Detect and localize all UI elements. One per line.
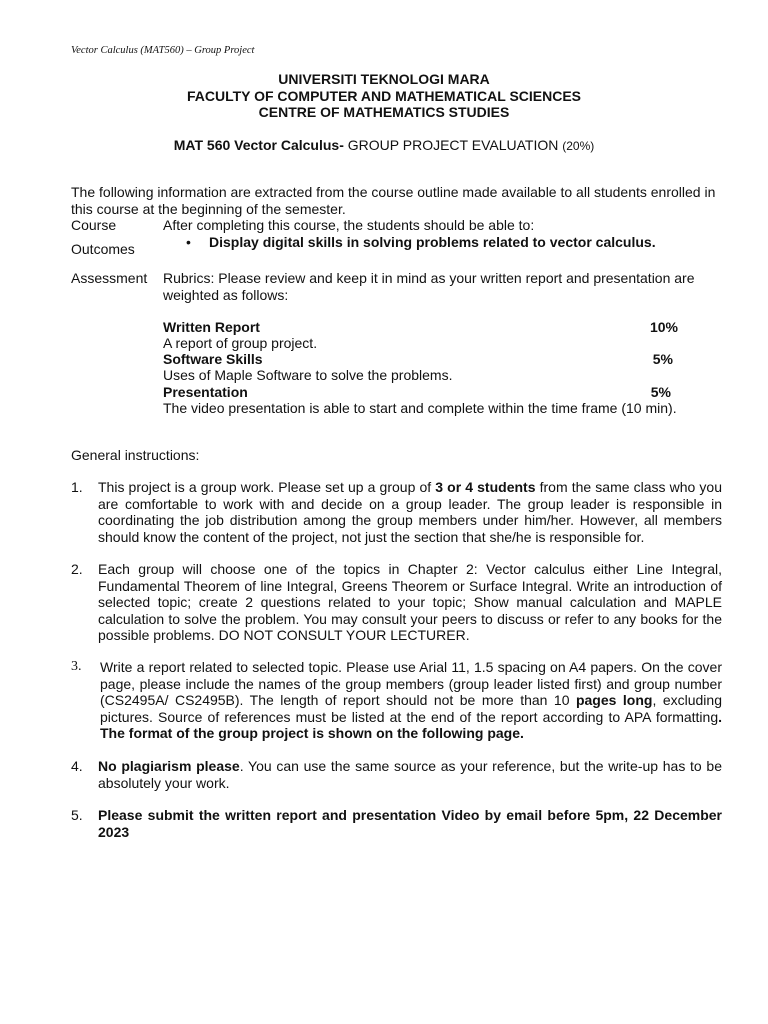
- outcomes-label-course: Course: [71, 217, 117, 233]
- instruction-number-1: 1.: [71, 479, 83, 495]
- outcomes-text: After completing this course, the students should be able to:: [163, 217, 535, 233]
- course-code: MAT 560 Vector Calculus-: [173, 137, 344, 153]
- instruction-4-no-plagiarism: No plagiarism please: [98, 758, 240, 774]
- instruction-5: Please submit the written report and presentation Video by email before 5pm, 22 December 2023: [98, 807, 722, 840]
- university-name: UNIVERSITI TEKNOLOGI MARA: [278, 71, 490, 87]
- written-report-title: Written Report: [163, 319, 260, 335]
- instruction-3-period: .: [718, 708, 722, 725]
- centre-name: CENTRE OF MATHEMATICS STUDIES: [258, 104, 510, 120]
- instruction-1-text-cont: from the same class who you are comfortable to work with and decide on a group leader. The group leader is responsible in coordinating the job distribution among the group members under him/her. However, all members should know the content of the project, not just the section that she/he is responsible for.: [98, 479, 722, 545]
- written-report-desc: A report of group project.: [163, 335, 318, 351]
- instruction-1-group-size: 3 or 4 students: [435, 479, 536, 495]
- faculty-name: FACULTY OF COMPUTER AND MATHEMATICAL SCIENCES: [186, 88, 582, 104]
- intro-line-2: this course at the beginning of the semester.: [71, 201, 346, 217]
- instruction-3-text: Write a report related to selected topic. Please use Arial 11, 1.5 spacing on A4 papers. On the cover page, please include the names of the group members (group leader listed first) and group number (CS2495A/ CS2495B). The length of report should not be more than 10: [100, 659, 722, 708]
- instruction-3-format-note: The format of the group project is shown on the following page.: [100, 725, 524, 741]
- intro-line-1: The following information are extracted from the course outline made available to all students enrolled in: [71, 184, 716, 200]
- instruction-3-page-limit: pages long: [575, 692, 653, 708]
- general-instructions-heading: General instructions:: [71, 447, 200, 463]
- course-title: [0, 137, 768, 155]
- instruction-4-text: . You can use the same source as your reference, but the write-up has to be absolutely your work.: [98, 758, 722, 791]
- instruction-4: [98, 758, 722, 791]
- presentation-weight: 5%: [650, 384, 671, 400]
- software-skills-title: Software Skills: [163, 351, 263, 367]
- instruction-3: [100, 659, 722, 742]
- outcomes-label-outcomes: Outcomes: [71, 241, 135, 257]
- assessment-label: Assessment: [71, 270, 148, 286]
- running-header-subtitle: Group Project: [191, 45, 255, 56]
- instruction-1: [98, 479, 722, 545]
- running-header-dash: –: [186, 45, 192, 56]
- software-skills-weight: 5%: [652, 351, 673, 367]
- instruction-number-5: 5.: [71, 807, 83, 823]
- written-report-weight: 10%: [649, 319, 678, 335]
- evaluation-label: GROUP PROJECT EVALUATION: [343, 137, 563, 153]
- presentation-title: Presentation: [163, 384, 248, 400]
- presentation-desc: The video presentation is able to start and complete within the time frame (10 min).: [163, 400, 677, 416]
- software-skills-desc: Uses of Maple Software to solve the problems.: [163, 367, 453, 383]
- evaluation-percent: (20%): [562, 139, 595, 153]
- instruction-3-text-cont: , excluding pictures. Source of references must be listed at the end of the report according to APA formatting: [100, 692, 722, 725]
- assessment-text-2: weighted as follows:: [163, 287, 289, 303]
- outcomes-bullet-text: Display digital skills in solving problems related to vector calculus.: [209, 234, 656, 250]
- running-header-title: Vector Calculus (MAT560): [71, 45, 187, 56]
- instruction-2: Each group will choose one of the topics in Chapter 2: Vector calculus either Line Integral, Fundamental Theorem of line Integral, Greens Theorem or Surface Integral. Write an introduction of selected topic; create 2 questions related to your topic; Show manual calculation and MAPLE calculation to solve the problem. You may consult your peers to discuss or refer to any books for the possible problems. DO NOT CONSULT YOUR LECTURER.: [98, 561, 722, 643]
- running-header: [71, 45, 254, 56]
- instruction-1-text: This project is a group work. Please set up a group of: [98, 479, 436, 495]
- instruction-number-3: 3.: [71, 659, 82, 674]
- assessment-text-1: Rubrics: Please review and keep it in mind as your written report and presentation are: [163, 270, 695, 286]
- instruction-number-4: 4.: [71, 758, 83, 774]
- outcomes-bullet-icon: •: [186, 234, 191, 250]
- instruction-number-2: 2.: [71, 561, 83, 577]
